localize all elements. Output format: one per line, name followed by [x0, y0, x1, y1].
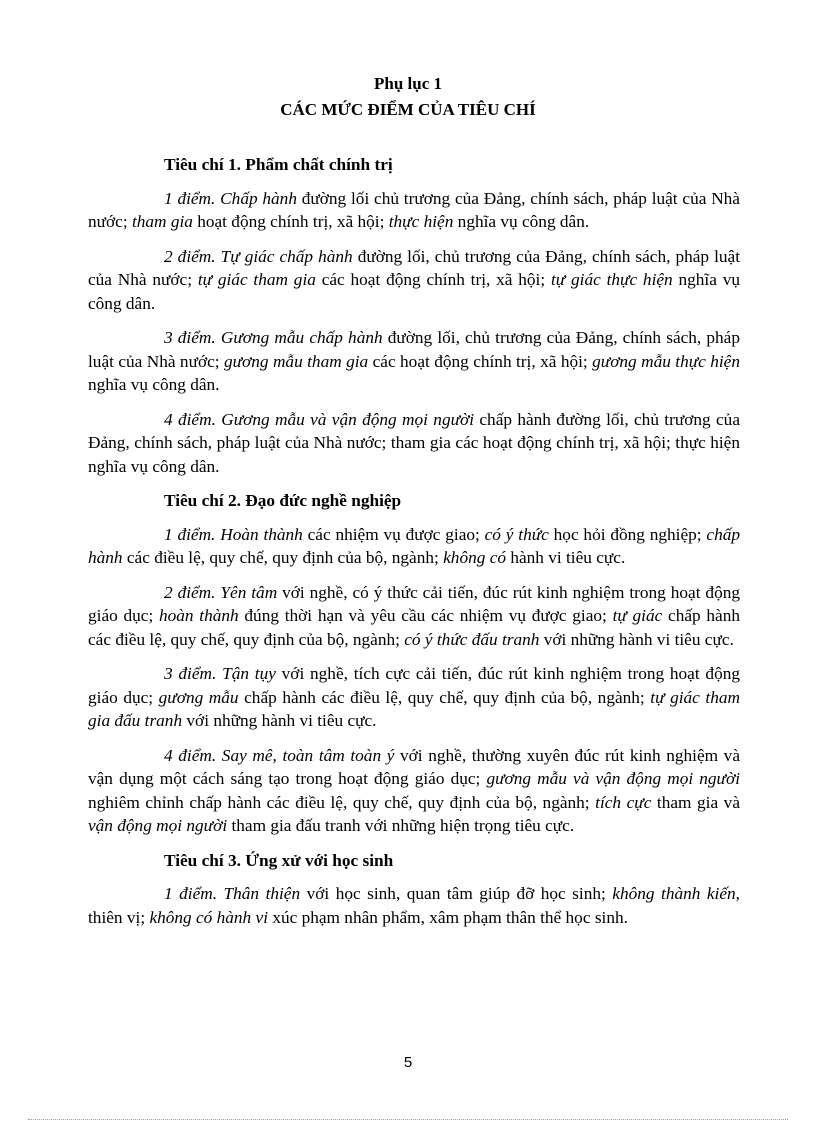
emphasis-text: 4 điểm. Gương mẫu và vận động mọi người: [164, 409, 475, 429]
criterion-paragraph: [88, 882, 740, 929]
body-text: chấp hành các điều lệ, quy chế, quy định của bộ, ngành;: [88, 606, 741, 649]
footer-divider: [28, 1119, 788, 1120]
appendix-subtitle: CÁC MỨC ĐIỂM CỦA TIÊU CHÍ: [280, 100, 536, 119]
body-text: các hoạt động chính trị, xã hội;: [368, 351, 593, 371]
body-text: đường lối, chủ trương của Đảng, chính sách, pháp luật của Nhà nước;: [88, 328, 740, 371]
emphasis-text: không có: [443, 548, 507, 567]
appendix-title: Phụ lục 1: [373, 74, 443, 93]
emphasis-text: vận động mọi người: [88, 816, 228, 835]
emphasis-text: 1 điểm. Chấp hành: [164, 188, 297, 208]
body-text: với học sinh, quan tâm giúp đỡ học sinh;: [300, 884, 613, 903]
emphasis-text: tích cực: [595, 792, 652, 812]
criterion-paragraph: [88, 187, 740, 234]
body-text: chấp hành các điều lệ, quy chế, quy định của bộ, ngành;: [238, 687, 651, 707]
emphasis-text: tự giác thực hiện: [550, 270, 673, 289]
body-text: với những hành vi tiêu cực.: [539, 629, 734, 649]
emphasis-text: có ý thức: [484, 524, 549, 544]
body-text: chấp hành đường lối, chủ trương của Đảng, chính sách, pháp luật của Nhà nước; tham gia các hoạt động chính trị, xã hội; thực hiện nghĩa vụ công dân.: [88, 409, 740, 476]
criterion-paragraph: [88, 662, 740, 733]
body-text: xúc phạm nhân phẩm, xâm phạm thân thể học sinh.: [268, 907, 628, 927]
emphasis-text: không có hành vi: [149, 907, 268, 927]
body-text: với những hành vi tiêu cực.: [182, 711, 377, 730]
emphasis-text: 2 điểm. Tự giác chấp hành: [164, 246, 353, 266]
emphasis-text: gương mẫu: [158, 687, 239, 707]
criterion-paragraph: [88, 408, 740, 479]
emphasis-text: 3 điểm. Gương mẫu chấp hành: [164, 328, 383, 347]
emphasis-text: 3 điểm. Tận tụy: [164, 664, 276, 683]
section-heading: Tiêu chí 1. Phẩm chất chính trị: [164, 155, 393, 174]
body-text: đúng thời hạn và yêu cầu các nhiệm vụ được giao;: [238, 606, 613, 625]
emphasis-text: gương mẫu tham gia: [223, 351, 369, 371]
body-text: với nghề, thường xuyên đúc rút kinh nghiệm và vận dụng một cách sáng tạo trong hoạt động giáo dục;: [88, 745, 740, 788]
emphasis-text: 2 điểm. Yên tâm: [164, 582, 278, 602]
body-text: hành vi tiêu cực.: [506, 548, 626, 567]
emphasis-text: gương mẫu và vận động mọi người: [486, 769, 740, 788]
body-text: với nghề, có ý thức cải tiến, đúc rút kinh nghiệm trong hoạt động giáo dục;: [88, 582, 740, 625]
criterion-paragraph: [88, 581, 740, 652]
criterion-paragraph: [88, 245, 740, 316]
body-text: , thiên vị;: [88, 884, 740, 927]
body-text: đường lối, chủ trương của Đảng, chính sách, pháp luật của Nhà nước;: [88, 246, 740, 289]
criterion-paragraph: [88, 326, 740, 397]
emphasis-text: không thành kiến: [612, 884, 736, 903]
body-text: nghiêm chỉnh chấp hành các điều lệ, quy chế, quy định của bộ, ngành;: [88, 792, 596, 812]
page-number: 5: [403, 1054, 413, 1071]
body-text: tham gia đấu tranh với những hiện trọng tiêu cực.: [227, 816, 575, 835]
criterion-paragraph: [88, 744, 740, 838]
body-text: học hỏi đồng nghiệp;: [548, 524, 707, 544]
section-heading: Tiêu chí 3. Ứng xử với học sinh: [164, 850, 394, 870]
emphasis-text: thực hiện: [388, 212, 454, 231]
emphasis-text: có ý thức đấu tranh: [404, 629, 540, 649]
emphasis-text: tự giác: [612, 606, 663, 625]
emphasis-text: 4 điểm. Say mê, toàn tâm toàn ý: [164, 745, 395, 765]
body-text: nghĩa vụ công dân.: [88, 270, 741, 313]
emphasis-text: 1 điểm. Hoàn thành: [164, 524, 303, 544]
emphasis-text: 1 điểm. Thân thiện: [164, 884, 301, 903]
body-text: nghĩa vụ công dân.: [88, 375, 220, 394]
emphasis-text: tự giác tham gia đấu tranh: [88, 687, 740, 730]
document-body: [88, 153, 740, 940]
emphasis-text: tự giác tham gia: [197, 270, 316, 289]
body-text: các nhiệm vụ được giao;: [302, 524, 485, 544]
section-heading: Tiêu chí 2. Đạo đức nghề nghiệp: [164, 491, 402, 510]
body-text: với nghề, tích cực cải tiến, đúc rút kinh nghiệm trong hoạt động giáo dục;: [88, 664, 740, 707]
body-text: đường lối chủ trương của Đảng, chính sách, pháp luật của Nhà nước;: [88, 188, 740, 231]
body-text: nghĩa vụ công dân.: [453, 212, 590, 231]
emphasis-text: hoàn thành: [159, 606, 239, 625]
body-text: các hoạt động chính trị, xã hội;: [315, 270, 551, 289]
emphasis-text: tham gia: [131, 212, 193, 231]
emphasis-text: gương mẫu thực hiện: [592, 351, 740, 371]
body-text: tham gia và: [651, 792, 740, 812]
body-text: các điều lệ, quy chế, quy định của bộ, ngành;: [122, 548, 444, 567]
emphasis-text: chấp hành: [88, 524, 740, 567]
body-text: hoạt động chính trị, xã hội;: [192, 212, 389, 231]
criterion-paragraph: [88, 523, 740, 570]
